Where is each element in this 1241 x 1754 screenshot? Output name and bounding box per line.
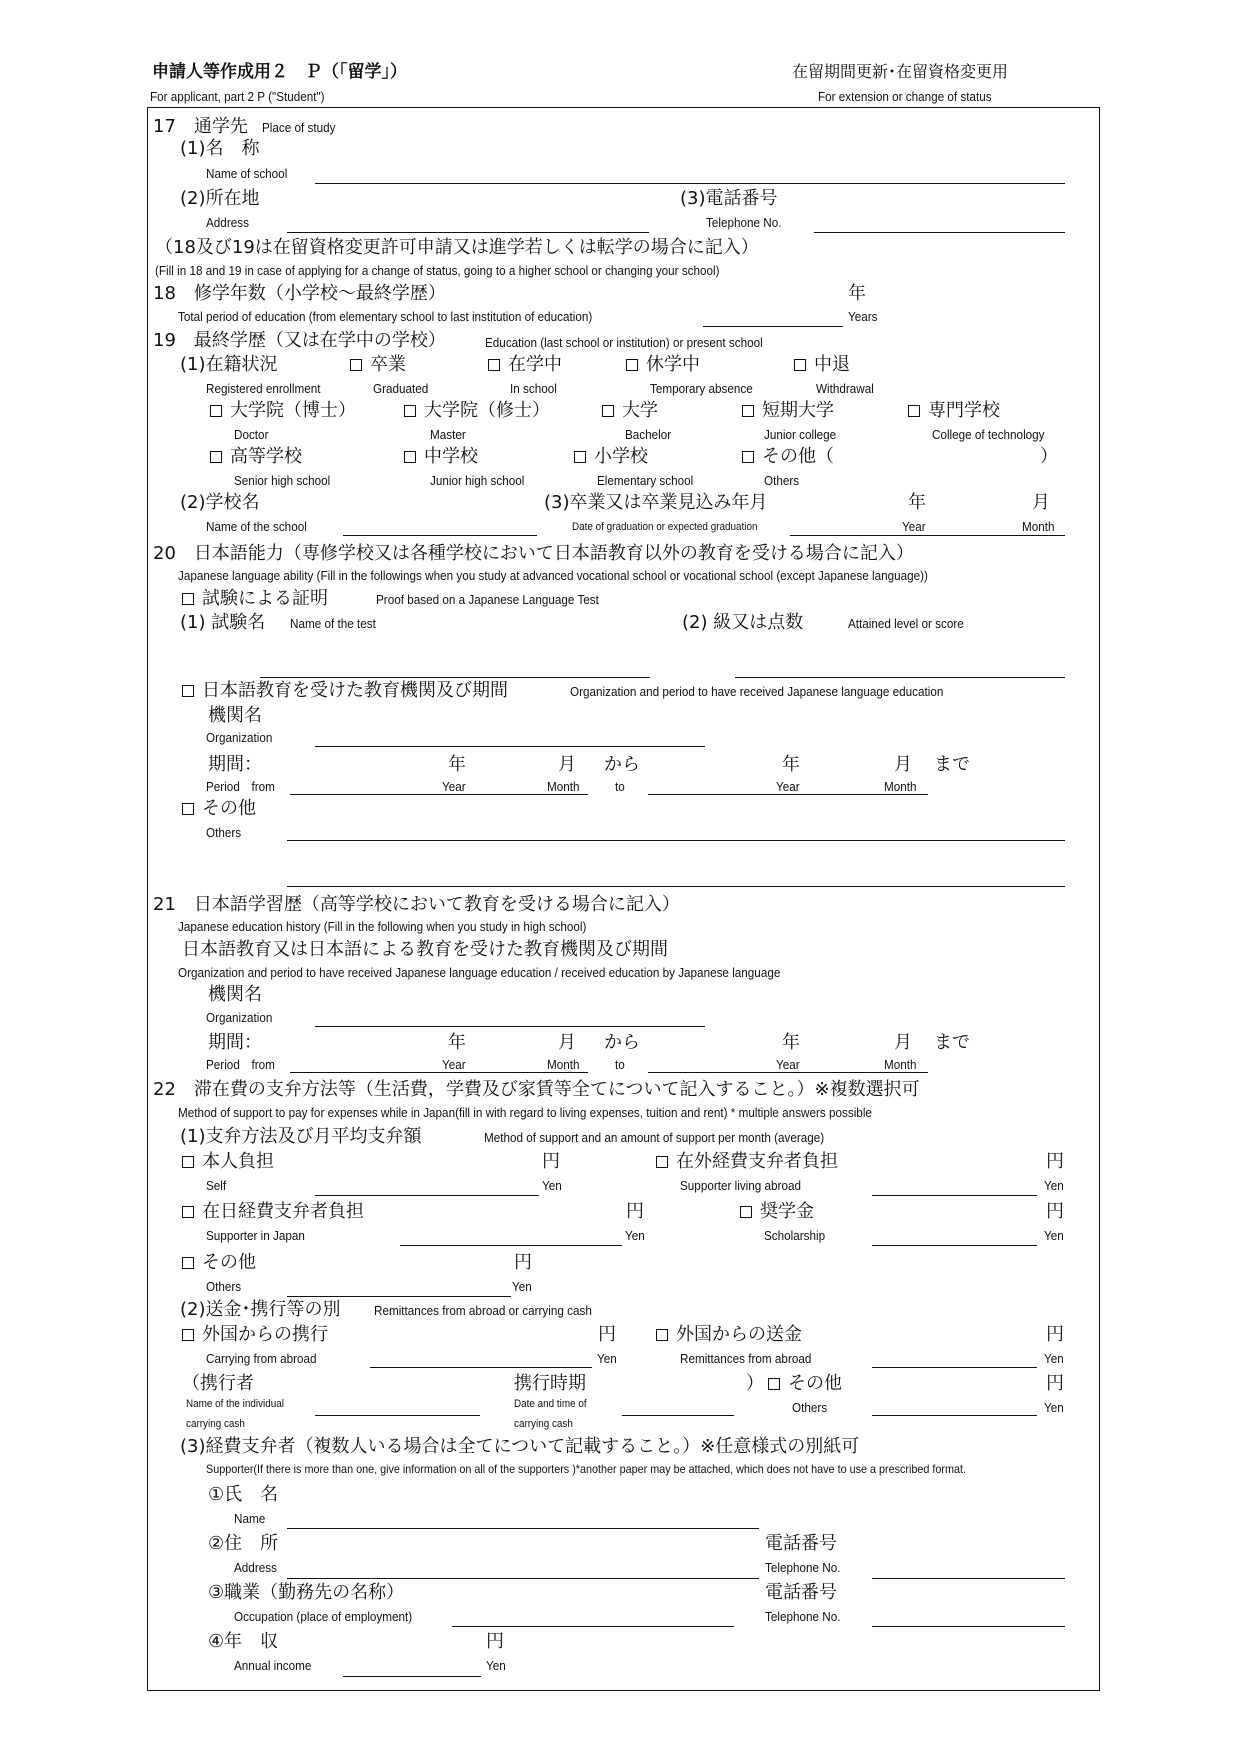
school-junior-college[interactable]: 短期大学 xyxy=(742,402,834,420)
s17-addr-label: (2)所在地 xyxy=(180,188,260,209)
s21-from-month: 月 xyxy=(558,1032,576,1053)
s19-status-label-en: Registered enrollment xyxy=(206,381,321,396)
s18-title: 18 修学年数（小学校～最終学歴） xyxy=(153,283,446,304)
school-others-en: Others xyxy=(764,473,800,488)
checkbox[interactable] xyxy=(656,1156,668,1168)
status-in-school-en: In school xyxy=(510,381,557,396)
supporter-name-label: ①氏 名 xyxy=(208,1484,279,1505)
s21-made: まで xyxy=(934,1032,970,1053)
checkbox[interactable] xyxy=(740,1206,752,1218)
s19-school-name-label: (2)学校名 xyxy=(180,492,260,513)
checkbox[interactable] xyxy=(182,1257,194,1269)
income-yen: 円 xyxy=(486,1631,504,1652)
scholarship-yen-en: Yen xyxy=(1044,1228,1064,1243)
support-scholarship-en: Scholarship xyxy=(764,1228,826,1243)
jp-edu-option[interactable]: 日本語教育を受けた教育機関及び期間 xyxy=(182,682,508,700)
grad-year-en: Year xyxy=(902,519,926,534)
s22-sub1: (1)支弁方法及び月平均支弁額 xyxy=(180,1126,422,1147)
supporter-name-label-en: Name xyxy=(234,1511,266,1526)
status-withdrawal-en: Withdrawal xyxy=(816,381,874,396)
school-bachelor[interactable]: 大学 xyxy=(602,402,658,420)
school-master-en: Master xyxy=(430,427,466,442)
school-doctor-en: Doctor xyxy=(234,427,269,442)
self-yen-en: Yen xyxy=(542,1178,562,1193)
s20-from-month: 月 xyxy=(558,754,576,775)
checkbox[interactable] xyxy=(182,593,194,605)
in-japan-yen-en: Yen xyxy=(625,1228,645,1243)
s19-school-name-label-en: Name of the school xyxy=(206,519,307,534)
carry-amount-field[interactable] xyxy=(370,1367,592,1368)
s18-title-en: Total period of education (from elementary school to last institution of education) xyxy=(178,309,593,324)
remit-yen: 円 xyxy=(1046,1324,1064,1345)
s20-to-year: 年 xyxy=(782,754,800,775)
supporter-tel-field[interactable] xyxy=(872,1578,1065,1579)
employer-tel-label: 電話番号 xyxy=(765,1582,837,1603)
supporter-occ-field[interactable] xyxy=(452,1626,734,1627)
s21-from-year: 年 xyxy=(448,1032,466,1053)
checkbox[interactable] xyxy=(404,451,416,463)
test-level-label: (2) 級又は点数 xyxy=(682,612,804,633)
s20-kara: から xyxy=(604,754,640,775)
education-years-field[interactable] xyxy=(703,326,843,327)
test-name-label-en: Name of the test xyxy=(290,616,376,631)
carrier-label-en1: Name of the individual xyxy=(186,1398,284,1410)
supporter-tel-label-en: Telephone No. xyxy=(765,1560,841,1575)
s21-from-month-en: Month xyxy=(547,1057,580,1072)
self-amount-field[interactable] xyxy=(315,1195,539,1196)
test-name-label: (1) 試験名 xyxy=(180,612,266,633)
school-senior-high[interactable]: 高等学校 xyxy=(210,448,302,466)
s21-from-year-en: Year xyxy=(442,1057,466,1072)
s17-name-label-en: Name of school xyxy=(206,166,288,181)
s19-title-en: Education (last school or institution) or present school xyxy=(485,335,763,350)
test-level-label-en: Attained level or score xyxy=(848,616,964,631)
s19-grad-label-en: Date of graduation or expected graduation xyxy=(572,521,758,533)
support-others-en: Others xyxy=(206,1279,242,1294)
support-abroad-en: Supporter living abroad xyxy=(680,1178,801,1193)
scholarship-yen: 円 xyxy=(1046,1201,1064,1222)
s20-org-label: 機関名 xyxy=(208,705,262,726)
s20-to-year-en: Year xyxy=(776,779,800,794)
s17-name-label: (1)名 称 xyxy=(180,138,260,159)
school-technology[interactable]: 専門学校 xyxy=(908,402,1000,420)
s20-from-month-en: Month xyxy=(547,779,580,794)
s21-to-month-en: Month xyxy=(884,1057,917,1072)
in-japan-amount-field[interactable] xyxy=(400,1245,622,1246)
support-self-en: Self xyxy=(206,1178,227,1193)
support-in-japan-en: Supporter in Japan xyxy=(206,1228,305,1243)
form-title: 申請人等作成用２ Ｐ（「留学」） xyxy=(152,62,407,82)
s22-sub3: (3)経費支弁者（複数人いる場合は全てについて記載すること。）※任意様式の別紙可 xyxy=(180,1436,860,1457)
carry-time-label-en1: Date and time of xyxy=(514,1398,587,1410)
s22-sub2: (2)送金･携行等の別 xyxy=(180,1299,341,1320)
graduation-date-field[interactable] xyxy=(790,535,1065,536)
form-title-en: For applicant, part 2 P ("Student") xyxy=(150,89,325,104)
checkbox[interactable] xyxy=(182,685,194,697)
s20-to-month-en: Month xyxy=(884,779,917,794)
checkbox[interactable] xyxy=(182,1206,194,1218)
s21-org-label-en: Organization xyxy=(206,1010,273,1025)
scholarship-amount-field[interactable] xyxy=(872,1245,1037,1246)
checkbox[interactable] xyxy=(602,405,614,417)
checkbox[interactable] xyxy=(182,803,194,815)
remit-from-abroad-en: Remittances from abroad xyxy=(680,1351,812,1366)
carry-yen-en: Yen xyxy=(597,1351,617,1366)
remit-others[interactable]: その他 xyxy=(768,1375,842,1393)
school-others-close: ） xyxy=(1040,446,1058,467)
remit-amount-field[interactable] xyxy=(872,1367,1037,1368)
s20-title-en: Japanese language ability (Fill in the followings when you study at advanced vocational school or vocational school (except Japanese language)) xyxy=(178,568,928,583)
checkbox[interactable] xyxy=(182,1156,194,1168)
checkbox[interactable] xyxy=(742,451,754,463)
checkbox[interactable] xyxy=(768,1378,780,1390)
supporter-name-field[interactable] xyxy=(287,1528,759,1529)
carry-time-field[interactable] xyxy=(622,1415,734,1416)
s18-years-unit-en: Years xyxy=(848,309,878,324)
note-18-19: （18及び19は在留資格変更許可申請又は進学若しくは転学の場合に記入） xyxy=(155,237,759,258)
s21-period-label: 期間： xyxy=(208,1032,262,1053)
status-withdrawal[interactable]: 中退 xyxy=(794,356,850,374)
status-absence-en: Temporary absence xyxy=(650,381,753,396)
others-yen: 円 xyxy=(514,1252,532,1273)
s17-title-en: Place of study xyxy=(262,120,336,135)
supporter-income-label-en: Annual income xyxy=(234,1658,312,1673)
checkbox[interactable] xyxy=(210,405,222,417)
status-absence[interactable]: 休学中 xyxy=(626,356,700,374)
note-18-19-en: (Fill in 18 and 19 in case of applying for a change of status, going to a higher school or changing your school) xyxy=(155,263,720,278)
support-others[interactable]: その他 xyxy=(182,1254,256,1272)
school-doctor[interactable]: 大学院（博士） xyxy=(210,402,356,420)
s19-title: 19 最終学歴（又は在学中の学校） xyxy=(153,330,446,351)
remit-from-abroad[interactable]: 外国からの送金 xyxy=(656,1326,802,1344)
supporter-addr-label: ②住 所 xyxy=(208,1533,279,1554)
s21-from-field[interactable] xyxy=(290,1072,588,1073)
carry-yen: 円 xyxy=(598,1324,616,1345)
employer-tel-label-en: Telephone No. xyxy=(765,1609,841,1624)
s20-to-field[interactable] xyxy=(648,794,928,795)
support-self[interactable]: 本人負担 xyxy=(182,1153,274,1171)
test-name-field[interactable] xyxy=(260,677,650,678)
school-technology-en: College of technology xyxy=(932,427,1045,442)
school-address-field[interactable] xyxy=(287,232,649,233)
s20-period-label-en: Period from xyxy=(206,779,275,794)
grad-month-en: Month xyxy=(1022,519,1055,534)
abroad-amount-field[interactable] xyxy=(872,1195,1037,1196)
remit-others-yen-en: Yen xyxy=(1044,1400,1064,1415)
s21-period-label-en: Period from xyxy=(206,1057,275,1072)
school-senior-high-en: Senior high school xyxy=(234,473,331,488)
s21-to-year: 年 xyxy=(782,1032,800,1053)
checkbox[interactable] xyxy=(742,405,754,417)
s22-title: 22 滞在費の支弁方法等（生活費，学費及び家賃等全てについて記入すること。）※複数選択可 xyxy=(153,1079,920,1100)
s20-kara-en: to xyxy=(615,779,625,794)
s17-title: 17 通学先 xyxy=(153,116,248,137)
school-junior-high-en: Junior high school xyxy=(430,473,525,488)
abroad-yen-en: Yen xyxy=(1044,1178,1064,1193)
school-elementary[interactable]: 小学校 xyxy=(574,448,648,466)
s17-addr-label-en: Address xyxy=(206,215,249,230)
grad-year: 年 xyxy=(908,492,926,513)
school-others[interactable]: その他（ xyxy=(742,448,834,466)
remit-others-yen: 円 xyxy=(1046,1373,1064,1394)
test-level-field[interactable] xyxy=(735,677,1065,678)
grad-month: 月 xyxy=(1032,492,1050,513)
s21-org-label: 機関名 xyxy=(208,984,262,1005)
support-scholarship[interactable]: 奨学金 xyxy=(740,1203,814,1221)
carry-close-paren: ） xyxy=(746,1373,764,1394)
s21-to-month: 月 xyxy=(894,1032,912,1053)
s20-title: 20 日本語能力（専修学校又は各種学校において日本語教育以外の教育を受ける場合に記入） xyxy=(153,543,914,564)
s22-sub2-en: Remittances from abroad or carrying cash xyxy=(374,1303,592,1318)
supporter-tel-label: 電話番号 xyxy=(765,1533,837,1554)
checkbox[interactable] xyxy=(794,359,806,371)
checkbox[interactable] xyxy=(488,359,500,371)
employer-tel-field[interactable] xyxy=(872,1626,1065,1627)
carry-time-label: 携行時期 xyxy=(514,1373,586,1394)
s20-other-option-en: Others xyxy=(206,825,242,840)
in-japan-yen: 円 xyxy=(626,1201,644,1222)
s20-org-field[interactable] xyxy=(315,746,705,747)
s21-to-year-en: Year xyxy=(776,1057,800,1072)
s21-kara-en: to xyxy=(615,1057,625,1072)
carrier-label-en2: carrying cash xyxy=(186,1418,245,1430)
s19-status-label: (1)在籍状況 xyxy=(180,354,278,375)
checkbox[interactable] xyxy=(182,1329,194,1341)
s19-grad-label: (3)卒業又は卒業見込み年月 xyxy=(544,492,768,513)
s22-sub3-en: Supporter(If there is more than one, give information on all of the supporters )*another paper may be attached, which does not have to use a prescribed format. xyxy=(206,1462,967,1476)
form-purpose: 在留期間更新･在留資格変更用 xyxy=(792,62,1009,81)
carry-from-abroad[interactable]: 外国からの携行 xyxy=(182,1326,328,1344)
s20-to-month: 月 xyxy=(894,754,912,775)
carrier-name-field[interactable] xyxy=(315,1415,480,1416)
school-junior-college-en: Junior college xyxy=(764,427,837,442)
checkbox[interactable] xyxy=(350,359,362,371)
support-abroad[interactable]: 在外経費支弁者負担 xyxy=(656,1153,838,1171)
s22-title-en: Method of support to pay for expenses while in Japan(fill in with regard to living expenses, tuition and rent) * multiple answers possible xyxy=(178,1105,872,1120)
last-school-name-field[interactable] xyxy=(343,535,537,536)
s20-other-field-2[interactable] xyxy=(287,886,1065,887)
checkbox[interactable] xyxy=(656,1329,668,1341)
remit-yen-en: Yen xyxy=(1044,1351,1064,1366)
checkbox[interactable] xyxy=(626,359,638,371)
s17-tel-label-en: Telephone No. xyxy=(706,215,782,230)
s20-other-field-1[interactable] xyxy=(287,840,1065,841)
status-graduated[interactable]: 卒業 xyxy=(350,356,406,374)
proof-test-option-en: Proof based on a Japanese Language Test xyxy=(376,592,599,607)
s21-org-field[interactable] xyxy=(315,1026,705,1027)
form-purpose-en: For extension or change of status xyxy=(818,89,992,104)
supporter-occ-label: ③職業（勤務先の名称） xyxy=(208,1582,405,1603)
checkbox[interactable] xyxy=(210,451,222,463)
carrier-label: （携行者 xyxy=(182,1373,254,1394)
support-in-japan[interactable]: 在日経費支弁者負担 xyxy=(182,1203,364,1221)
status-in-school[interactable]: 在学中 xyxy=(488,356,562,374)
s20-from-year: 年 xyxy=(448,754,466,775)
supporter-income-field[interactable] xyxy=(343,1676,481,1677)
proof-test-option[interactable]: 試験による証明 xyxy=(182,590,328,608)
s21-title-en: Japanese education history (Fill in the following when you study in high school) xyxy=(178,919,587,934)
remit-others-en: Others xyxy=(792,1400,828,1415)
s21-to-field[interactable] xyxy=(648,1072,928,1073)
s18-years-unit: 年 xyxy=(848,283,866,304)
s20-from-year-en: Year xyxy=(442,779,466,794)
s20-made: まで xyxy=(934,754,970,775)
s22-sub1-en: Method of support and an amount of support per month (average) xyxy=(484,1130,825,1145)
s20-from-field[interactable] xyxy=(290,794,588,795)
abroad-yen: 円 xyxy=(1046,1151,1064,1172)
checkbox[interactable] xyxy=(404,405,416,417)
s21-kara: から xyxy=(604,1032,640,1053)
checkbox[interactable] xyxy=(908,405,920,417)
s20-org-label-en: Organization xyxy=(206,730,273,745)
carry-time-label-en2: carrying cash xyxy=(514,1418,573,1430)
s21-sub-en: Organization and period to have received Japanese language education / received education by Japanese language xyxy=(178,965,781,980)
remit-others-amount-field[interactable] xyxy=(872,1415,1037,1416)
s21-sub: 日本語教育又は日本語による教育を受けた教育機関及び期間 xyxy=(182,939,668,960)
carry-from-abroad-en: Carrying from abroad xyxy=(206,1351,317,1366)
school-junior-high[interactable]: 中学校 xyxy=(404,448,478,466)
jp-edu-option-en: Organization and period to have received Japanese language education xyxy=(570,684,944,699)
supporter-income-label: ④年 収 xyxy=(208,1631,279,1652)
school-name-field[interactable] xyxy=(315,183,1065,184)
s17-tel-label: (3)電話番号 xyxy=(680,188,778,209)
others-yen-en: Yen xyxy=(512,1279,532,1294)
school-telephone-field[interactable] xyxy=(814,232,1065,233)
school-master[interactable]: 大学院（修士） xyxy=(404,402,550,420)
school-elementary-en: Elementary school xyxy=(597,473,694,488)
self-yen: 円 xyxy=(542,1151,560,1172)
s20-period-label: 期間： xyxy=(208,754,262,775)
s20-other-option[interactable]: その他 xyxy=(182,800,256,818)
s21-title: 21 日本語学習歴（高等学校において教育を受ける場合に記入） xyxy=(153,894,680,915)
supporter-occ-label-en: Occupation (place of employment) xyxy=(234,1609,413,1624)
others-amount-field[interactable] xyxy=(287,1296,511,1297)
supporter-addr-label-en: Address xyxy=(234,1560,277,1575)
checkbox[interactable] xyxy=(574,451,586,463)
status-graduated-en: Graduated xyxy=(373,381,429,396)
income-yen-en: Yen xyxy=(486,1658,506,1673)
school-bachelor-en: Bachelor xyxy=(625,427,672,442)
supporter-addr-field[interactable] xyxy=(287,1578,759,1579)
